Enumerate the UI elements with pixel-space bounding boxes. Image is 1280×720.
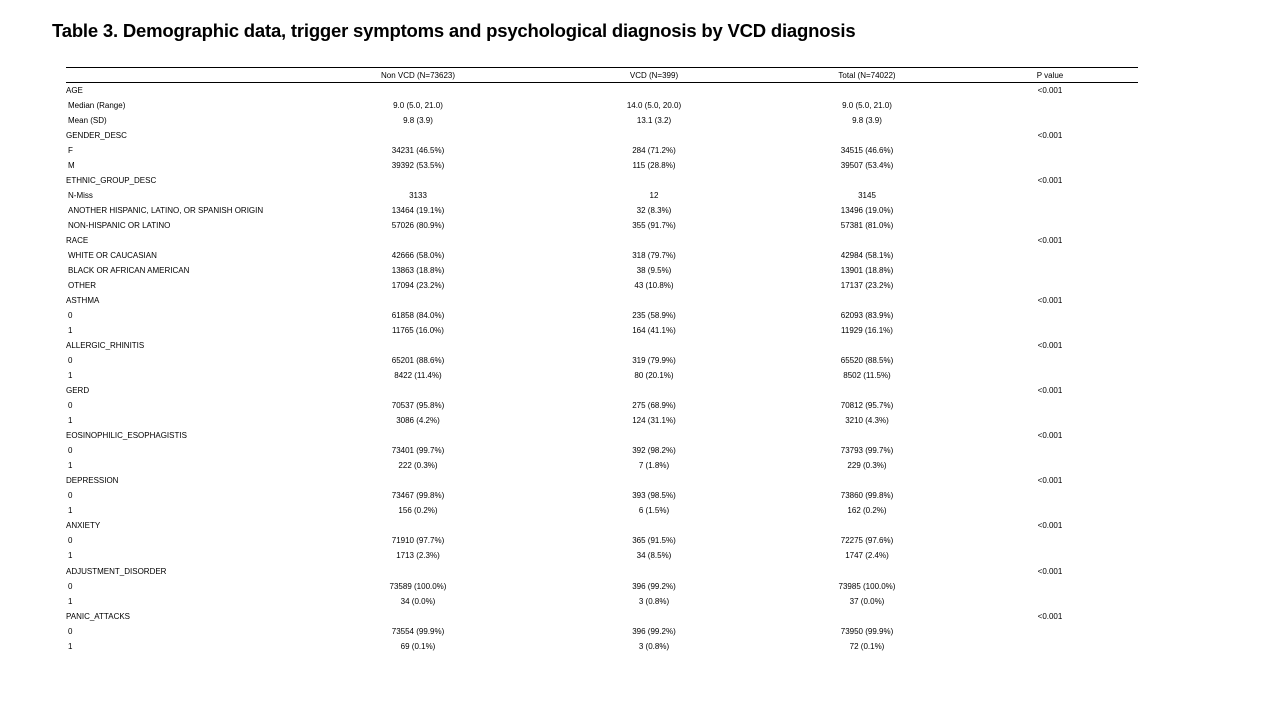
table-row bbox=[66, 323, 1138, 338]
demographics-table bbox=[66, 67, 1138, 654]
row-label: 1 bbox=[68, 641, 73, 651]
cell-total: 3210 (4.3%) bbox=[845, 416, 889, 426]
table-row bbox=[66, 278, 1138, 293]
cell-vcd bbox=[536, 518, 772, 533]
cell-total: 72275 (97.6%) bbox=[840, 536, 894, 546]
cell-non-vcd: 3086 (4.2%) bbox=[396, 416, 440, 426]
header-row bbox=[66, 68, 1138, 83]
table-row bbox=[66, 293, 1138, 308]
cell-vcd: 396 (99.2%) bbox=[632, 581, 676, 591]
cell-total bbox=[772, 338, 962, 353]
cell-vcd bbox=[536, 609, 772, 624]
row-label: ADJUSTMENT_DISORDER bbox=[66, 566, 167, 576]
cell-p-value bbox=[962, 443, 1138, 458]
cell-total bbox=[772, 518, 962, 533]
header-total: Total (N=74022) bbox=[838, 70, 896, 80]
cell-p-value bbox=[962, 594, 1138, 609]
row-label: 0 bbox=[68, 446, 73, 456]
cell-total bbox=[772, 383, 962, 398]
row-label: 0 bbox=[68, 536, 73, 546]
table-row bbox=[66, 158, 1138, 173]
row-label: ETHNIC_GROUP_DESC bbox=[66, 176, 157, 186]
cell-p-value: <0.001 bbox=[1037, 236, 1063, 246]
cell-total: 62093 (83.9%) bbox=[840, 311, 894, 321]
cell-vcd: 365 (91.5%) bbox=[632, 536, 676, 546]
table-row bbox=[66, 564, 1138, 579]
table-row bbox=[66, 533, 1138, 548]
cell-non-vcd: 39392 (53.5%) bbox=[391, 161, 445, 171]
cell-total: 65520 (88.5%) bbox=[840, 356, 894, 366]
table-row bbox=[66, 398, 1138, 413]
table-title: Table 3. Demographic data, trigger symptoms and psychological diagnosis by VCD diagnosis bbox=[52, 20, 856, 41]
cell-p-value bbox=[962, 308, 1138, 323]
cell-p-value bbox=[962, 579, 1138, 594]
row-label: WHITE OR CAUCASIAN bbox=[68, 251, 157, 261]
cell-p-value bbox=[962, 323, 1138, 338]
table-body bbox=[66, 83, 1138, 654]
row-label: DEPRESSION bbox=[66, 476, 119, 486]
row-label: GERD bbox=[66, 386, 90, 396]
cell-vcd: 355 (91.7%) bbox=[632, 221, 676, 231]
cell-total: 13496 (19.0%) bbox=[840, 206, 894, 216]
cell-non-vcd: 1713 (2.3%) bbox=[396, 551, 440, 561]
cell-vcd: 318 (79.7%) bbox=[632, 251, 676, 261]
cell-p-value bbox=[962, 533, 1138, 548]
cell-non-vcd: 11765 (16.0%) bbox=[392, 326, 444, 336]
cell-non-vcd: 61858 (84.0%) bbox=[391, 311, 445, 321]
cell-total: 73985 (100.0%) bbox=[838, 581, 896, 591]
cell-non-vcd: 3133 bbox=[409, 191, 427, 201]
cell-non-vcd: 156 (0.2%) bbox=[398, 506, 438, 516]
table-row bbox=[66, 203, 1138, 218]
table-row bbox=[66, 473, 1138, 488]
cell-total: 39507 (53.4%) bbox=[840, 161, 894, 171]
row-label: 0 bbox=[68, 581, 73, 591]
cell-non-vcd bbox=[300, 383, 536, 398]
cell-vcd bbox=[536, 173, 772, 188]
table-row bbox=[66, 458, 1138, 473]
cell-p-value bbox=[962, 488, 1138, 503]
table-row bbox=[66, 98, 1138, 113]
cell-total: 42984 (58.1%) bbox=[840, 251, 894, 261]
row-label: AGE bbox=[66, 86, 83, 95]
row-label: 1 bbox=[68, 551, 73, 561]
cell-p-value bbox=[962, 278, 1138, 293]
header-p-value: P value bbox=[1036, 70, 1064, 80]
cell-vcd: 80 (20.1%) bbox=[634, 371, 674, 381]
cell-non-vcd: 65201 (88.6%) bbox=[391, 356, 445, 366]
cell-total: 57381 (81.0%) bbox=[840, 221, 894, 231]
row-label: OTHER bbox=[68, 281, 96, 291]
table-row bbox=[66, 518, 1138, 533]
cell-vcd: 6 (1.5%) bbox=[638, 506, 670, 516]
cell-non-vcd: 9.0 (5.0, 21.0) bbox=[393, 101, 443, 111]
cell-total: 3145 bbox=[858, 191, 876, 201]
cell-p-value: <0.001 bbox=[1037, 341, 1063, 351]
cell-total: 34515 (46.6%) bbox=[840, 146, 894, 156]
cell-non-vcd bbox=[300, 338, 536, 353]
cell-non-vcd: 8422 (11.4%) bbox=[394, 371, 442, 381]
table-row bbox=[66, 308, 1138, 323]
header-vcd: VCD (N=399) bbox=[629, 70, 679, 80]
cell-non-vcd: 57026 (80.9%) bbox=[391, 221, 445, 231]
cell-non-vcd: 73467 (99.8%) bbox=[391, 491, 445, 501]
cell-non-vcd bbox=[300, 428, 536, 443]
cell-vcd: 393 (98.5%) bbox=[632, 491, 676, 501]
row-label: Mean (SD) bbox=[68, 116, 107, 126]
row-label: 0 bbox=[68, 311, 73, 321]
cell-vcd bbox=[536, 428, 772, 443]
cell-p-value: <0.001 bbox=[1037, 131, 1063, 141]
table-row bbox=[66, 624, 1138, 639]
cell-vcd bbox=[536, 293, 772, 308]
cell-vcd: 396 (99.2%) bbox=[632, 626, 676, 636]
table-row bbox=[66, 488, 1138, 503]
cell-p-value: <0.001 bbox=[1037, 176, 1063, 186]
row-label: PANIC_ATTACKS bbox=[66, 611, 131, 621]
table-row bbox=[66, 503, 1138, 518]
table-header bbox=[66, 68, 1138, 83]
cell-non-vcd: 73554 (99.9%) bbox=[391, 626, 445, 636]
cell-non-vcd bbox=[300, 518, 536, 533]
cell-vcd: 275 (68.9%) bbox=[632, 401, 676, 411]
cell-total: 9.8 (3.9) bbox=[852, 116, 882, 126]
cell-total: 37 (0.0%) bbox=[849, 596, 885, 606]
cell-total bbox=[772, 128, 962, 143]
cell-p-value bbox=[962, 218, 1138, 233]
cell-total: 73950 (99.9%) bbox=[840, 626, 894, 636]
row-label: 0 bbox=[68, 401, 73, 411]
cell-non-vcd bbox=[300, 293, 536, 308]
cell-p-value: <0.001 bbox=[1037, 611, 1063, 621]
table-row bbox=[66, 383, 1138, 398]
table-row bbox=[66, 594, 1138, 609]
cell-vcd: 43 (10.8%) bbox=[634, 281, 674, 291]
cell-p-value bbox=[962, 639, 1138, 654]
cell-vcd: 392 (98.2%) bbox=[632, 446, 676, 456]
cell-non-vcd: 34 (0.0%) bbox=[400, 596, 436, 606]
cell-vcd: 164 (41.1%) bbox=[632, 326, 676, 336]
cell-p-value: <0.001 bbox=[1037, 521, 1063, 531]
cell-total bbox=[772, 233, 962, 248]
table-row bbox=[66, 218, 1138, 233]
cell-vcd bbox=[536, 383, 772, 398]
cell-vcd: 115 (28.8%) bbox=[632, 161, 676, 171]
table-row bbox=[66, 143, 1138, 158]
cell-total: 11929 (16.1%) bbox=[841, 326, 893, 336]
cell-p-value bbox=[962, 203, 1138, 218]
cell-non-vcd bbox=[300, 233, 536, 248]
demographics-table-container bbox=[66, 67, 1138, 654]
cell-p-value bbox=[962, 353, 1138, 368]
cell-total: 162 (0.2%) bbox=[847, 506, 887, 516]
table-row bbox=[66, 248, 1138, 263]
cell-non-vcd: 9.8 (3.9) bbox=[403, 116, 433, 126]
cell-p-value bbox=[962, 113, 1138, 128]
cell-non-vcd: 34231 (46.5%) bbox=[391, 146, 445, 156]
cell-p-value: <0.001 bbox=[1037, 431, 1063, 441]
cell-p-value: <0.001 bbox=[1037, 566, 1063, 576]
row-label: EOSINOPHILIC_ESOPHAGISTIS bbox=[66, 431, 187, 441]
table-row bbox=[66, 113, 1138, 128]
table-row bbox=[66, 173, 1138, 188]
cell-p-value: <0.001 bbox=[1037, 476, 1063, 486]
table-row bbox=[66, 83, 1138, 99]
row-label: F bbox=[68, 146, 73, 156]
cell-vcd bbox=[536, 338, 772, 353]
cell-non-vcd: 71910 (97.7%) bbox=[391, 536, 445, 546]
cell-total: 72 (0.1%) bbox=[849, 641, 885, 651]
cell-vcd: 34 (8.5%) bbox=[636, 551, 672, 561]
table-row bbox=[66, 233, 1138, 248]
cell-vcd bbox=[536, 128, 772, 143]
row-label: M bbox=[68, 161, 75, 171]
cell-p-value: <0.001 bbox=[1037, 386, 1063, 396]
cell-vcd bbox=[536, 83, 772, 99]
cell-total bbox=[772, 83, 962, 99]
row-label: Median (Range) bbox=[68, 101, 126, 111]
table-row bbox=[66, 128, 1138, 143]
cell-non-vcd bbox=[300, 564, 536, 579]
cell-total: 73860 (99.8%) bbox=[840, 491, 894, 501]
cell-non-vcd: 69 (0.1%) bbox=[400, 641, 436, 651]
row-label: ASTHMA bbox=[66, 296, 100, 306]
cell-non-vcd: 42666 (58.0%) bbox=[391, 251, 445, 261]
table-row bbox=[66, 338, 1138, 353]
cell-vcd: 32 (8.3%) bbox=[636, 206, 672, 216]
cell-total: 8502 (11.5%) bbox=[843, 371, 891, 381]
cell-vcd: 319 (79.9%) bbox=[632, 356, 676, 366]
cell-vcd bbox=[536, 473, 772, 488]
cell-p-value bbox=[962, 413, 1138, 428]
cell-non-vcd bbox=[300, 473, 536, 488]
cell-p-value bbox=[962, 98, 1138, 113]
table-row bbox=[66, 639, 1138, 654]
row-label: ALLERGIC_RHINITIS bbox=[66, 341, 145, 351]
row-label: NON-HISPANIC OR LATINO bbox=[68, 221, 171, 231]
row-label: 1 bbox=[68, 506, 73, 516]
row-label: ANXIETY bbox=[66, 521, 101, 531]
header-non-vcd: Non VCD (N=73623) bbox=[380, 70, 456, 80]
cell-vcd bbox=[536, 233, 772, 248]
table-row bbox=[66, 353, 1138, 368]
cell-total: 17137 (23.2%) bbox=[840, 281, 894, 291]
cell-total: 70812 (95.7%) bbox=[840, 401, 894, 411]
table-row bbox=[66, 368, 1138, 383]
cell-vcd: 7 (1.8%) bbox=[638, 461, 670, 471]
table-row bbox=[66, 609, 1138, 624]
cell-non-vcd bbox=[300, 609, 536, 624]
cell-p-value bbox=[962, 548, 1138, 563]
row-label: 1 bbox=[68, 416, 73, 426]
cell-non-vcd: 70537 (95.8%) bbox=[391, 401, 445, 411]
cell-total bbox=[772, 428, 962, 443]
cell-p-value bbox=[962, 398, 1138, 413]
row-label: 1 bbox=[68, 461, 73, 471]
cell-non-vcd bbox=[300, 173, 536, 188]
cell-non-vcd: 17094 (23.2%) bbox=[391, 281, 445, 291]
table-row bbox=[66, 413, 1138, 428]
row-label: RACE bbox=[66, 236, 89, 246]
table-row bbox=[66, 188, 1138, 203]
cell-vcd: 235 (58.9%) bbox=[632, 311, 676, 321]
cell-non-vcd bbox=[300, 128, 536, 143]
row-label: BLACK OR AFRICAN AMERICAN bbox=[68, 266, 190, 276]
cell-total: 229 (0.3%) bbox=[847, 461, 887, 471]
cell-total: 9.0 (5.0, 21.0) bbox=[842, 101, 892, 111]
cell-vcd: 12 bbox=[649, 191, 659, 201]
row-label: 1 bbox=[68, 596, 73, 606]
cell-vcd: 13.1 (3.2) bbox=[636, 116, 672, 126]
cell-p-value bbox=[962, 188, 1138, 203]
cell-non-vcd: 222 (0.3%) bbox=[398, 461, 438, 471]
cell-total bbox=[772, 473, 962, 488]
cell-vcd: 3 (0.8%) bbox=[638, 641, 670, 651]
cell-vcd bbox=[536, 564, 772, 579]
cell-non-vcd: 73589 (100.0%) bbox=[389, 581, 447, 591]
table-row bbox=[66, 428, 1138, 443]
cell-vcd: 14.0 (5.0, 20.0) bbox=[626, 101, 682, 111]
cell-p-value bbox=[962, 158, 1138, 173]
cell-total bbox=[772, 609, 962, 624]
cell-non-vcd: 13464 (19.1%) bbox=[391, 206, 445, 216]
cell-p-value bbox=[962, 263, 1138, 278]
table-row bbox=[66, 548, 1138, 563]
cell-p-value bbox=[962, 248, 1138, 263]
row-label: 1 bbox=[68, 326, 73, 336]
cell-total: 1747 (2.4%) bbox=[845, 551, 889, 561]
cell-non-vcd bbox=[300, 83, 536, 99]
cell-p-value bbox=[962, 503, 1138, 518]
cell-vcd: 38 (9.5%) bbox=[636, 266, 672, 276]
cell-p-value: <0.001 bbox=[1037, 296, 1063, 306]
cell-total bbox=[772, 293, 962, 308]
header-variable bbox=[66, 68, 300, 83]
cell-p-value bbox=[962, 368, 1138, 383]
row-label: 0 bbox=[68, 356, 73, 366]
table-row bbox=[66, 443, 1138, 458]
cell-total bbox=[772, 173, 962, 188]
row-label: 0 bbox=[68, 626, 73, 636]
cell-total bbox=[772, 564, 962, 579]
cell-p-value bbox=[962, 458, 1138, 473]
cell-total: 73793 (99.7%) bbox=[840, 446, 894, 456]
row-label: 0 bbox=[68, 491, 73, 501]
cell-p-value bbox=[962, 624, 1138, 639]
cell-non-vcd: 73401 (99.7%) bbox=[391, 446, 445, 456]
cell-vcd: 284 (71.2%) bbox=[632, 146, 676, 156]
cell-non-vcd: 13863 (18.8%) bbox=[391, 266, 445, 276]
cell-vcd: 3 (0.8%) bbox=[638, 596, 670, 606]
row-label: GENDER_DESC bbox=[66, 131, 127, 141]
table-row bbox=[66, 579, 1138, 594]
table-row bbox=[66, 263, 1138, 278]
cell-p-value bbox=[962, 143, 1138, 158]
row-label: 1 bbox=[68, 371, 73, 381]
row-label: N-Miss bbox=[68, 191, 93, 201]
cell-vcd: 124 (31.1%) bbox=[632, 416, 676, 426]
cell-total: 13901 (18.8%) bbox=[840, 266, 894, 276]
cell-p-value: <0.001 bbox=[1037, 86, 1063, 95]
row-label: ANOTHER HISPANIC, LATINO, OR SPANISH ORIGIN bbox=[68, 206, 264, 216]
